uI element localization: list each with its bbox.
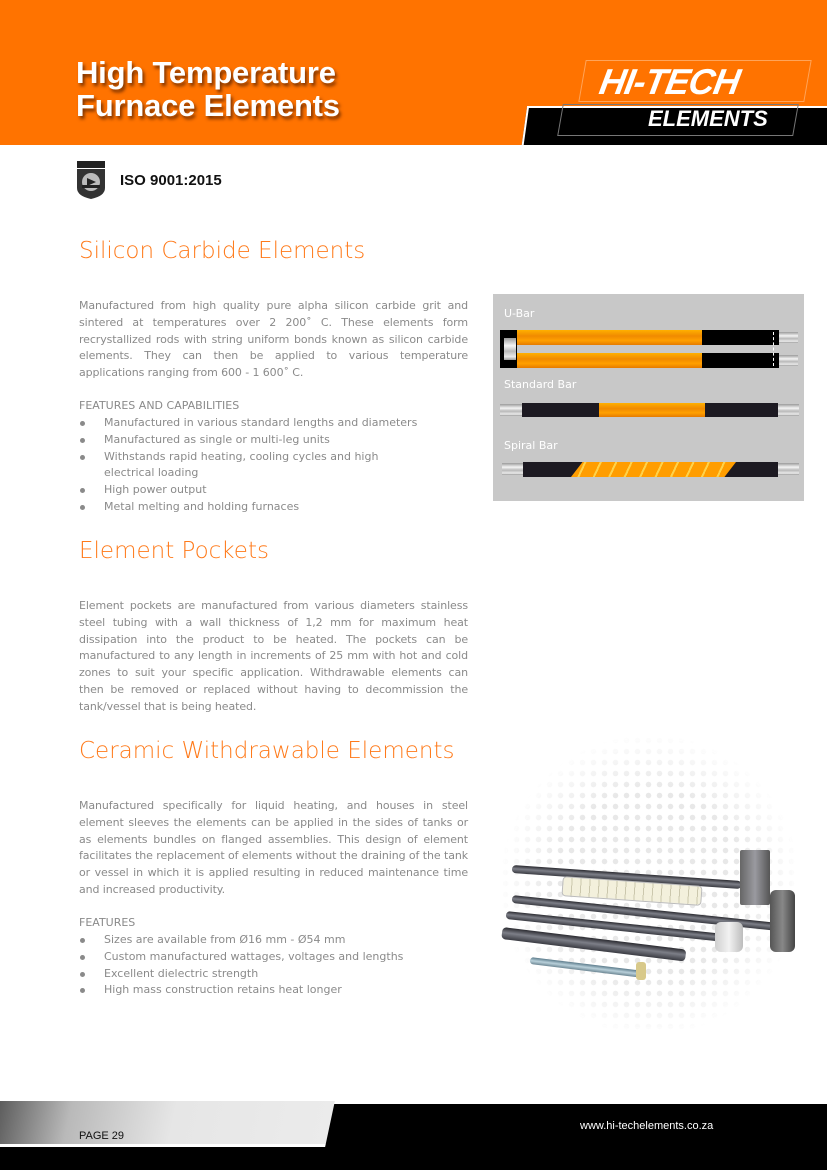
list-item: Excellent dielectric strength (79, 966, 469, 983)
bullet-icon (80, 505, 85, 510)
spiral-bar-terminal-right (778, 463, 799, 475)
list-item: Sizes are available from Ø16 mm - Ø54 mm (79, 932, 469, 949)
logo-hitech-text: HI-TECH (596, 61, 743, 102)
bullet-icon (80, 972, 85, 977)
u-bar-terminal-bottom (779, 355, 798, 366)
u-bar-label: U-Bar (504, 307, 535, 320)
u-bar-terminal-top (779, 332, 798, 343)
u-bar-hot-zone-top (517, 330, 702, 345)
title-line-1: High Temperature (76, 55, 336, 90)
list-item: Metal melting and holding furnaces (79, 499, 469, 516)
logo-elements-text: ELEMENTS (648, 106, 768, 131)
website-link[interactable]: www.hi-techelements.co.za (580, 1120, 714, 1132)
bullet-icon (80, 488, 85, 493)
spiral-bar-terminal-left (502, 463, 523, 475)
standard-bar-terminal-left (500, 404, 522, 416)
bullet-icon (80, 955, 85, 960)
footer-gray-band (0, 1101, 335, 1147)
standard-bar-cold-zone-right (705, 403, 778, 417)
element-pockets-paragraph: Element pockets are manufactured from various diameters stainless steel tubing with a wall thickness of 1,2 mm for maximum heat dissipation into the product to be heated. The pockets can be manufactured to any length in increments of 25 mm with hot and cold zones to suit your specific application. Withdrawable elements can then be removed or replaced without having to decommission the tank/vessel that is being heated. (79, 599, 468, 713)
bullet-icon (80, 421, 85, 426)
silicon-features-list (79, 415, 469, 516)
u-bar-connector (504, 338, 516, 360)
element-types-illustration (493, 294, 804, 501)
section-heading-silicon-carbide: Silicon Carbide Elements (79, 238, 366, 264)
u-bar-hot-zone-bottom (517, 353, 702, 368)
flange-plate (770, 890, 795, 952)
page-title (76, 56, 340, 122)
ceramic-elements-photo (500, 735, 827, 1035)
brand-logo (560, 60, 810, 140)
section-heading-element-pockets: Element Pockets (79, 538, 269, 564)
iso-label: ISO 9001:2015 (120, 171, 222, 189)
bullet-icon (80, 455, 85, 460)
u-bar-cold-zone-bottom (702, 353, 779, 368)
certification-shield-icon (76, 160, 106, 200)
terminal-head (715, 922, 743, 952)
terminal-box (740, 850, 770, 905)
list-item: High mass construction retains heat longer (79, 982, 469, 999)
standard-bar-label: Standard Bar (504, 378, 577, 391)
spiral-bar-hot-zone (571, 462, 736, 477)
silicon-carbide-paragraph: Manufactured from high quality pure alpha silicon carbide grit and sintered at temperatures over 2 200˚ C. These elements form recrystallized rods with string uniform bonds known as silicon carbide elements. They can then be applied to various temperature applications ranging from 600 - 1 600˚ C. (79, 299, 468, 380)
list-item: High power output (79, 482, 469, 499)
spiral-bar-label: Spiral Bar (504, 439, 558, 452)
iso-certification (76, 160, 222, 200)
bullet-icon (80, 938, 85, 943)
bullet-icon (80, 988, 85, 993)
title-line-2: Furnace Elements (76, 88, 340, 123)
header-banner (0, 0, 827, 145)
list-item: Custom manufactured wattages, voltages and lengths (79, 949, 469, 966)
u-bar-cold-zone-top (702, 330, 779, 345)
list-item: Manufactured in various standard lengths and diameters (79, 415, 469, 432)
list-item: Manufactured as single or multi-leg units (79, 432, 469, 449)
ceramic-features-list (79, 932, 469, 999)
ceramic-features-heading: FEATURES (79, 916, 136, 929)
standard-bar-terminal-right (778, 404, 799, 416)
standard-bar-cold-zone-left (522, 403, 599, 417)
list-item: Withstands rapid heating, cooling cycles and high electrical loading (79, 449, 409, 483)
silicon-features-heading: FEATURES AND CAPABILITIES (79, 399, 240, 412)
standard-bar-hot-zone (599, 403, 705, 417)
bullet-icon (80, 438, 85, 443)
section-heading-ceramic-withdrawable: Ceramic Withdrawable Elements (79, 738, 455, 764)
ceramic-paragraph: Manufactured specifically for liquid heating, and houses in steel element sleeves the elements can be applied in the sides of tanks or as elements bundles on flanged assemblies. This design of element facilitates the replacement of elements without the draining of the tank or vessel in which it is applied resulting in reduced maintenance time and increased productivity. (79, 799, 468, 896)
page-number: PAGE 29 (79, 1130, 125, 1142)
brass-fitting (636, 962, 646, 980)
u-bar-marker (773, 332, 774, 366)
